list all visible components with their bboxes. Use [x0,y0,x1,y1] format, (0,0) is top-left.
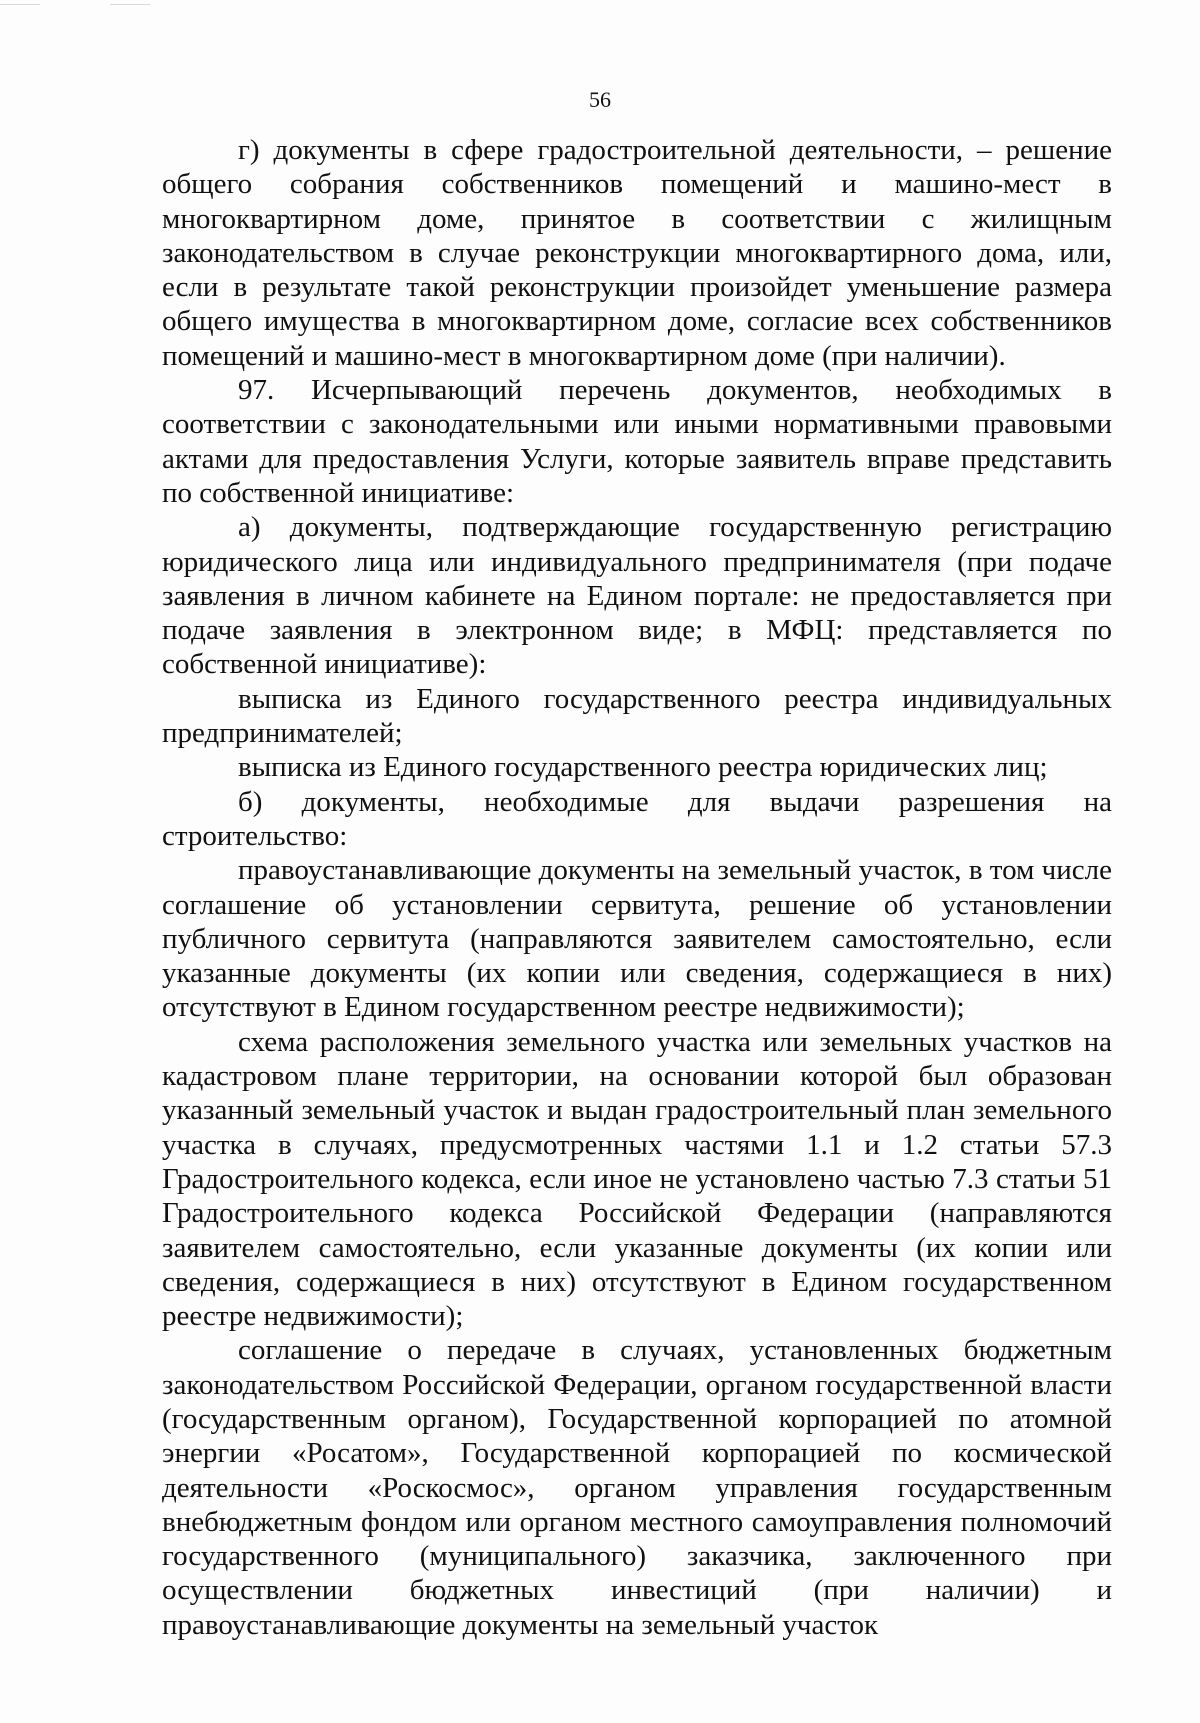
paragraph-extract-entrepreneurs: выписка из Единого государственного реестра индивидуальных предпринимателей; [162,682,1112,750]
scan-edge-mark [110,4,150,5]
scan-edge-mark [0,4,40,5]
paragraph-transfer-agreement: соглашение о передаче в случаях, установленных бюджетным законодательством Российской Федерации, органом государственной власти (государственным органом), Государственной корпорацией по атомной энергии «Росатом», Государственной корпорацией по космической деятельности «Роскосмос», органом управления государственным внебюджетным фондом или органом местного самоуправления полномочий государственного (муниципального) заказчика, заключенного при осуществлении бюджетных инвестиций (при наличии) и правоустанавливающие документы на земельный участок [162,1334,1112,1641]
paragraph-extract-legal-entities: выписка из Единого государственного реестра юридических лиц; [238,751,1048,784]
paragraph-b-building-permit-documents: б) документы, необходимые для выдачи разрешения на строительство: [162,785,1112,852]
paragraph-g-urban-planning-documents: г) документы в сфере градостроительной деятельности, – решение общего собрания собственников помещений и машино-мест в многоквартирном доме, принятое в соответствии с жилищным законодательством в случае реконструкции многоквартирного дома, или, если в результате такой реконструкции произойдет уменьшение размера общего имущества в многоквартирном доме, согласие всех собственников помещений и машино-мест в многоквартирном доме (при наличии). [162,134,1112,372]
paragraph-title-documents-land: правоустанавливающие документы на земельный участок, в том числе соглашение об установлении сервитута, решение об установлении публичного сервитута (направляются заявителем самостоятельно, если указанные документы (их копии или сведения, содержащиеся в них) отсутствуют в Едином государственном реестре недвижимости); [162,854,1112,1024]
paragraph-97-exhaustive-list: 97. Исчерпывающий перечень документов, необходимых в соответствии с законодательными или иными нормативными правовыми актами для предоставления Услуги, которые заявитель вправе представить по собственной инициативе: [162,374,1112,509]
paragraph-a-state-registration: а) документы, подтверждающие государственную регистрацию юридического лица или индивидуального предпринимателя (при подаче заявления в личном кабинете на Едином портале: не предоставляется при подаче заявления в электронном виде; в МФЦ: представляется по собственной инициативе): [162,511,1112,681]
paragraph-land-plot-scheme: схема расположения земельного участка или земельных участков на кадастровом плане территории, на основании которой был образован указанный земельный участок и выдан градостроительный план земельного участка в случаях, предусмотренных частями 1.1 и 1.2 статьи 57.3 Градостроительного кодекса, если иное не установлено частью 7.3 статьи 51 Градостроительного кодекса Российской Федерации (направляются заявителем самостоятельно, если указанные документы (их копии или сведения, содержащиеся в них) отсутствуют в Едином государственном реестре недвижимости); [162,1025,1112,1333]
document-body [162,133,1112,1642]
page-number: 56 [589,87,611,112]
